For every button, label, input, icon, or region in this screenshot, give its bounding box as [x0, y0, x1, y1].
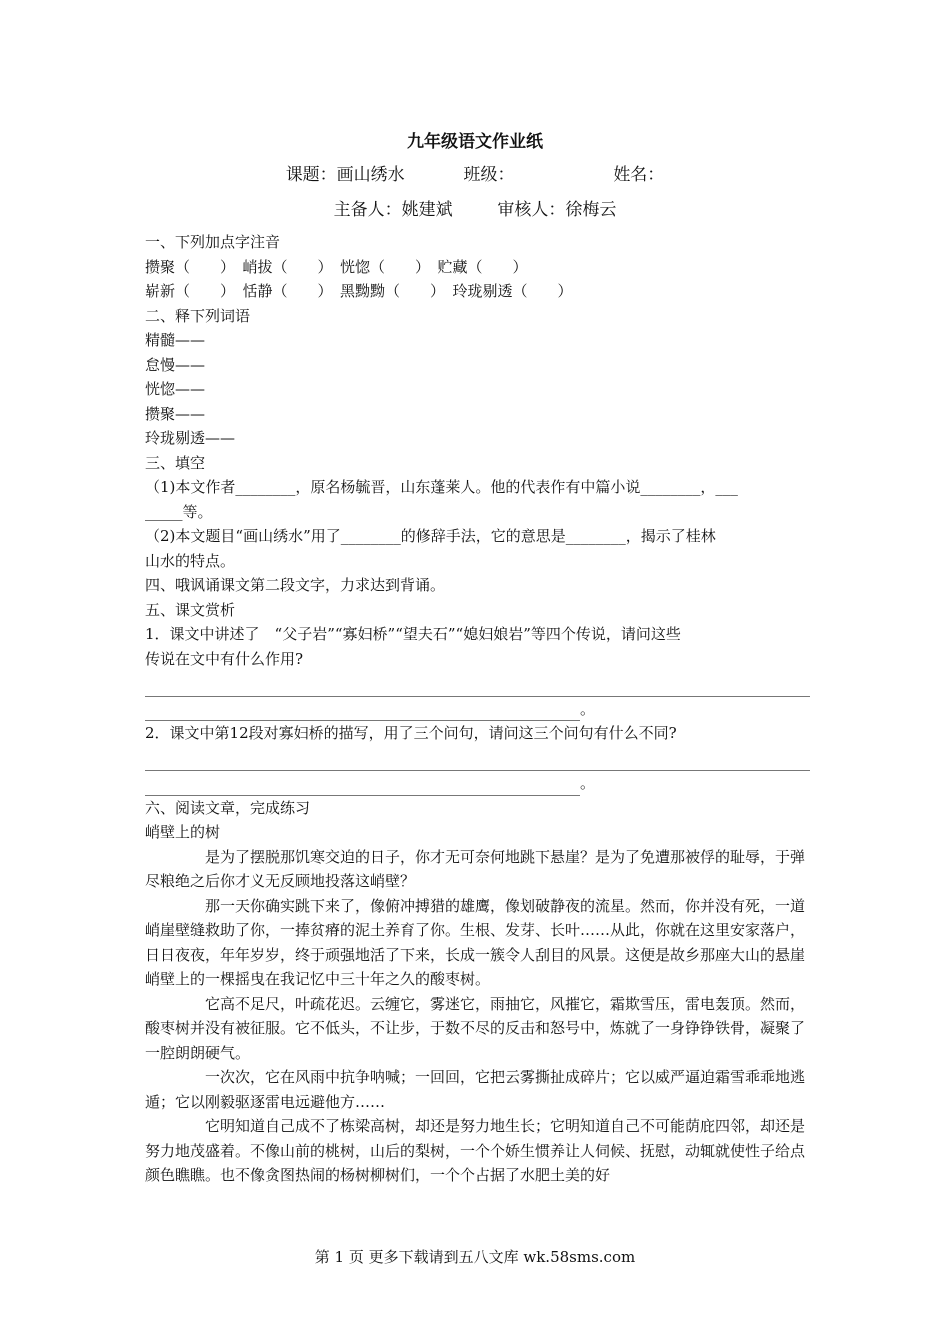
article-paragraph: 它明知道自己成不了栋梁高树，却还是努力地生长；它明知道自己不可能荫庇四邻，却还是努力地茂盛着。不像山前的桃树，山后的梨树，一个个娇生惯养让人伺候、抚慰，动辄就使性子给点颜色瞧瞧。也不像贪图热闹的杨树柳树们，一个个占据了水肥土美的好	[145, 1117, 806, 1184]
analysis-q2: 2．课文中第12段对寡妇桥的描写，用了三个问句，请问这三个问句有什么不同?	[145, 724, 677, 742]
section-5-heading: 五、课文赏析	[145, 600, 236, 619]
term-item: 玲珑剔透——	[145, 429, 236, 447]
term-item: 精髓——	[145, 331, 206, 349]
pinyin-row-2: 崭新（ ） 恬静（ ） 黑黝黝（ ） 玲珑剔透（ ）	[145, 282, 573, 300]
term-item: 恍惚——	[145, 380, 206, 398]
preparer-label: 主备人：姚建斌	[333, 200, 453, 220]
term-item: 怠慢——	[145, 355, 206, 374]
analysis-q1-line-1: 1．课文中讲述了 “父子岩”“寡妇桥”“望夫石”“媳妇娘岩”等四个传说，请问这些	[145, 625, 681, 643]
article-paragraph: 一次次，它在风雨中抗争呐喊；一回回，它把云雾撕扯成碎片；它以威严逼迫霜雪乖乖地逃遁；它以刚毅驱逐雷电远避他方……	[145, 1068, 806, 1111]
section-6-heading: 六、阅读文章，完成练习	[145, 798, 311, 817]
class-label: 班级：	[463, 165, 515, 185]
section-1-heading: 一、下列加点字注音	[145, 233, 281, 251]
name-label: 姓名：	[613, 165, 665, 185]
meta-line-2	[0, 195, 950, 220]
answer-line-end: 。	[145, 697, 810, 722]
answer-blank	[145, 773, 580, 796]
section-3-heading: 三、填空	[145, 453, 206, 472]
reviewer-label: 审核人：徐梅云	[497, 200, 617, 220]
answer-line	[145, 671, 810, 697]
meta-line-1	[0, 160, 950, 185]
fill-q2-line-1: （2)本文题目“画山绣水”用了________的修辞手法，它的意思是________，揭示了桂林	[145, 527, 716, 545]
analysis-q1-line-2: 传说在文中有什么作用?	[145, 649, 304, 668]
article-paragraph: 它高不足尺，叶疏花迟。云缠它，雾迷它，雨抽它，风摧它，霜欺雪压，雷电轰顶。然而，酸枣树并没有被征服。它不低头，不让步，于数不尽的反击和怒号中，炼就了一身铮铮铁骨，凝聚了一腔朗朗硬气。	[145, 994, 806, 1062]
answer-blank	[145, 698, 580, 721]
article-title: 峭壁上的树	[145, 823, 221, 841]
fill-q1-line-1: （1)本文作者________，原名杨毓晋，山东蓬莱人。他的代表作有中篇小说________，___	[145, 478, 738, 496]
page-footer: 第 1 页 更多下载请到五八文库 wk.58sms.com	[314, 1248, 636, 1266]
article-paragraph: 是为了摆脱那饥寒交迫的日子，你才无可奈何地跳下悬崖？是为了免遭那被俘的耻辱，于弹尽粮绝之后你才义无反顾地投落这峭壁？	[145, 847, 806, 890]
fill-q1-line-2: _____等。	[145, 502, 213, 521]
section-2-heading: 二、释下列词语	[145, 306, 251, 325]
section-4-heading: 四、哦讽诵课文第二段文字，力求达到背诵。	[145, 576, 446, 594]
article-paragraph: 那一天你确实跳下来了，像俯冲搏猎的雄鹰，像划破静夜的流星。然而，你并没有死，一道峭崖壁缝救助了你，一捧贫瘠的泥土养育了你。生根、发芽、长叶……从此，你就在这里安家落户，日日夜夜，年年岁岁，终于顽强地活了下来，长成一簇令人刮目的风景。这便是故乡那座大山的悬崖峭壁上的一棵摇曳在我记忆中三十年之久的酸枣树。	[145, 896, 806, 988]
answer-line-end: 。	[145, 771, 810, 796]
fill-q2-line-2: 山水的特点。	[145, 551, 236, 570]
answer-line	[145, 746, 810, 772]
pinyin-row-1: 攒聚（ ） 峭拔（ ） 恍惚（ ） 贮藏（ ）	[145, 257, 528, 276]
page-title: 九年级语文作业纸	[407, 132, 543, 152]
term-item: 攒聚——	[145, 404, 206, 423]
worksheet-body	[145, 230, 810, 1188]
topic-label: 课题：画山绣水	[285, 165, 405, 185]
